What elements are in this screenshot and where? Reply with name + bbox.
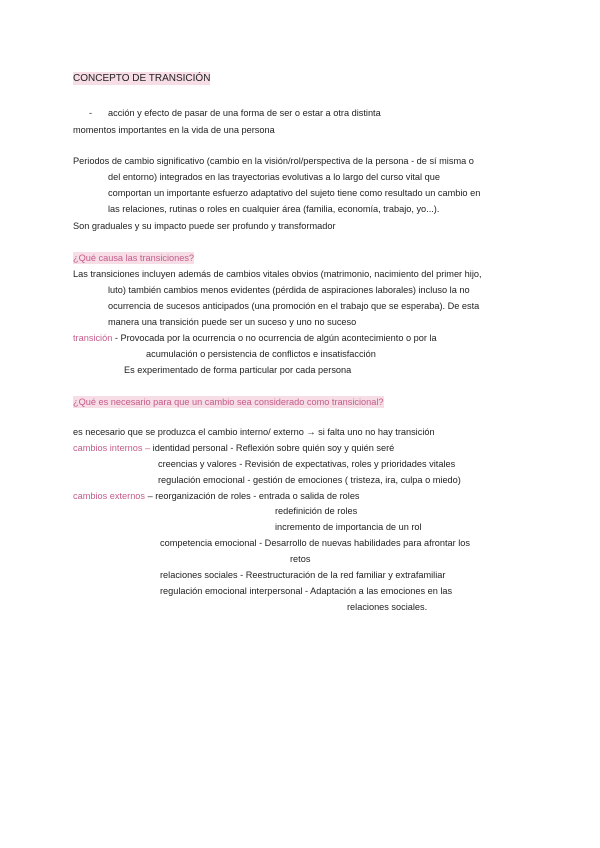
term-label: transición <box>73 333 113 343</box>
list-item: relaciones sociales. <box>347 602 428 612</box>
paragraph-line: es necesario que se produzca el cambio interno/ externo → si falta uno no hay transición <box>73 427 435 437</box>
list-item: creencias y valores - Revisión de expectativas, roles y prioridades vitales <box>158 459 456 469</box>
bullet-dash: - <box>89 108 93 118</box>
list-item: incremento de importancia de un rol <box>275 522 422 532</box>
paragraph-line: Es experimentado de forma particular por cada persona <box>124 365 352 375</box>
list-item: regulación emocional interpersonal - Adaptación a las emociones en las <box>160 586 453 596</box>
list-item: retos <box>290 554 311 564</box>
paragraph-line: momentos importantes en la vida de una persona <box>73 125 275 135</box>
term-text: identidad personal - Reflexión sobre quién soy y quién seré <box>150 443 395 453</box>
list-item: redefinición de roles <box>275 506 358 516</box>
list-item: relaciones sociales - Reestructuración de la red familiar y extrafamiliar <box>160 570 446 580</box>
external-changes-line <box>73 490 360 502</box>
term-text: - Provocada por la ocurrencia o no ocurrencia de algún acontecimiento o por la <box>112 333 437 343</box>
list-item: regulación emocional - gestión de emociones ( tristeza, ira, culpa o miedo) <box>158 475 461 485</box>
section-heading: ¿Qué es necesario para que un cambio sea considerado como transicional? <box>73 397 384 407</box>
term-label: cambios externos <box>73 491 146 501</box>
paragraph-line: del entorno) integrados en las trayectorias evolutivas a lo largo del curso vital que <box>108 172 440 182</box>
term-label: cambios internos – <box>73 443 151 453</box>
paragraph-line: manera una transición puede ser un suceso y uno no suceso <box>108 317 357 327</box>
paragraph-line: luto) también cambios menos evidentes (pérdida de aspiraciones laborales) incluso la no <box>108 285 470 295</box>
page-title: CONCEPTO DE TRANSICIÓN <box>73 73 211 84</box>
paragraph-line: ocurrencia de sucesos anticipados (una promoción en el trabajo que se esperaba). De esta <box>108 301 480 311</box>
section-heading: ¿Qué causa las transiciones? <box>73 253 195 263</box>
paragraph-line: comportan un importante esfuerzo adaptativo del sujeto tiene como resultado un cambio en <box>108 188 481 198</box>
paragraph-line: Las transiciones incluyen además de cambios vitales obvios (matrimonio, nacimiento del primer hijo, <box>73 269 482 279</box>
bullet-definition: acción y efecto de pasar de una forma de ser o estar a otra distinta <box>108 108 381 118</box>
internal-changes-line <box>73 442 394 454</box>
list-item: competencia emocional - Desarrollo de nuevas habilidades para afrontar los <box>160 538 470 548</box>
paragraph-line: Son graduales y su impacto puede ser profundo y transformador <box>73 221 336 231</box>
paragraph-line: acumulación o persistencia de conflictos e insatisfacción <box>146 349 376 359</box>
paragraph-line: Periodos de cambio significativo (cambio en la visión/rol/perspectiva de la persona - de sí misma o <box>73 156 474 166</box>
transition-line <box>73 332 437 344</box>
term-text: – reorganización de roles - entrada o salida de roles <box>145 491 360 501</box>
paragraph-line: las relaciones, rutinas o roles en cualquier área (familia, economía, trabajo, yo...). <box>108 204 440 214</box>
